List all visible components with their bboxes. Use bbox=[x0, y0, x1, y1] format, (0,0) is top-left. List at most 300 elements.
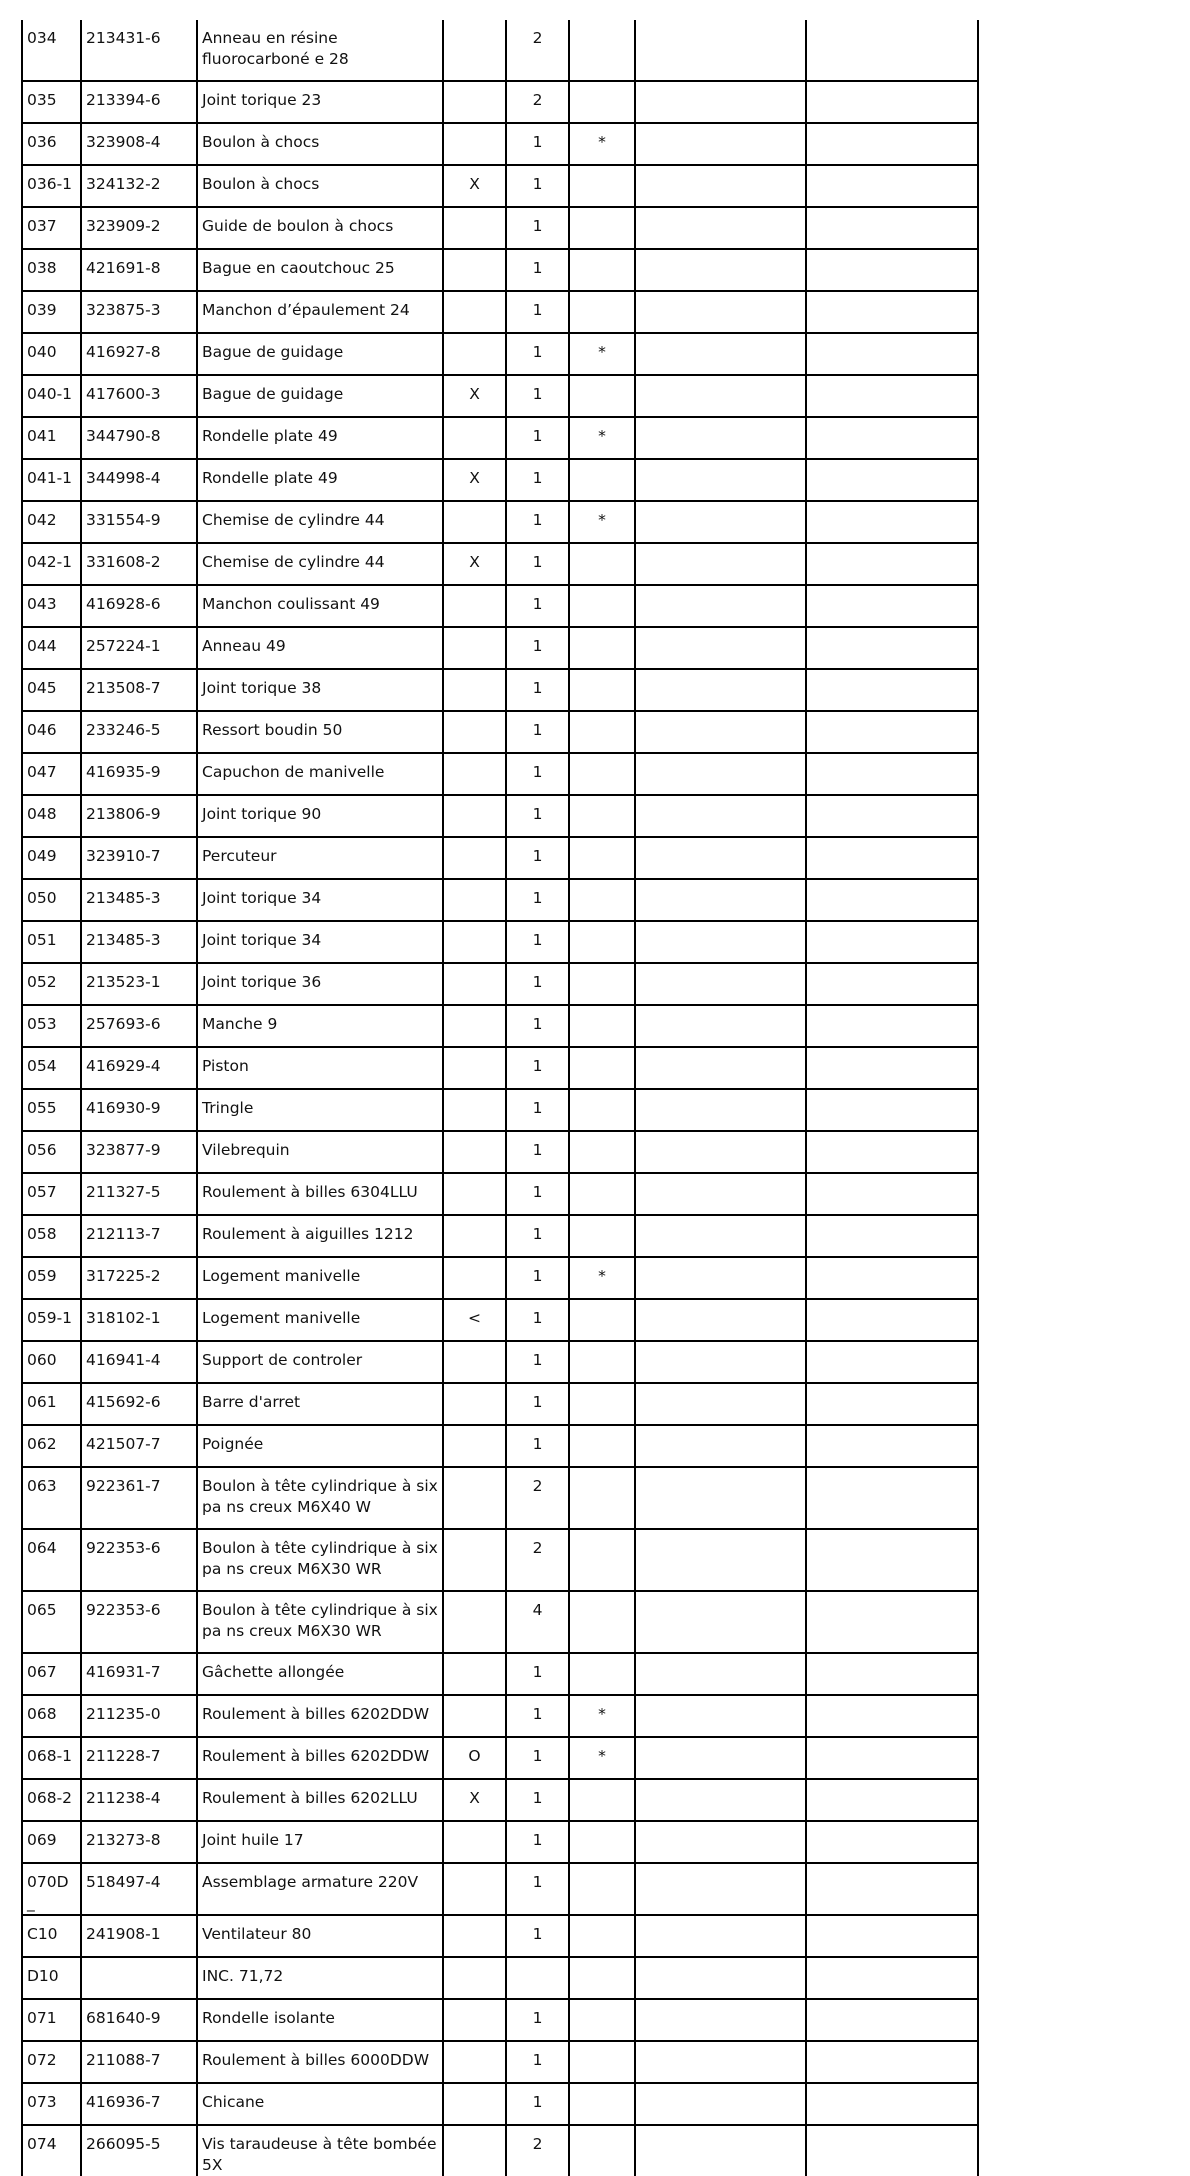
empty-cell bbox=[635, 123, 806, 165]
empty-cell bbox=[806, 711, 978, 753]
part-note-cell bbox=[443, 333, 506, 375]
table-row bbox=[22, 1653, 978, 1695]
table-row bbox=[22, 1425, 978, 1467]
part-description-cell: Manchon d’épaulement 24 bbox=[197, 291, 443, 333]
empty-cell bbox=[635, 1173, 806, 1215]
part-code-cell: 417600-3 bbox=[81, 375, 197, 417]
part-note-cell bbox=[443, 1047, 506, 1089]
empty-cell bbox=[806, 921, 978, 963]
part-number-cell: 056 bbox=[22, 1131, 81, 1173]
table-row bbox=[22, 1957, 978, 1999]
table-row bbox=[22, 459, 978, 501]
part-mark-cell bbox=[569, 1215, 635, 1257]
part-code-cell: 416941-4 bbox=[81, 1341, 197, 1383]
part-number-cell: 069 bbox=[22, 1821, 81, 1863]
empty-cell bbox=[806, 1915, 978, 1957]
part-number-cell: 053 bbox=[22, 1005, 81, 1047]
part-mark-cell bbox=[569, 207, 635, 249]
part-description-cell: Roulement à aiguilles 1212 bbox=[197, 1215, 443, 1257]
part-code-cell: 213523-1 bbox=[81, 963, 197, 1005]
part-code-cell: 331608-2 bbox=[81, 543, 197, 585]
table-row bbox=[22, 585, 978, 627]
part-number-cell: 073 bbox=[22, 2083, 81, 2125]
table-row bbox=[22, 20, 978, 81]
empty-cell bbox=[635, 753, 806, 795]
part-quantity-cell: 1 bbox=[506, 1131, 569, 1173]
table-row bbox=[22, 1131, 978, 1173]
part-code-cell: 211238-4 bbox=[81, 1779, 197, 1821]
empty-cell bbox=[806, 2125, 978, 2176]
part-note-cell bbox=[443, 963, 506, 1005]
table-row bbox=[22, 333, 978, 375]
part-note-cell bbox=[443, 1341, 506, 1383]
part-mark-cell: * bbox=[569, 1737, 635, 1779]
part-quantity-cell: 1 bbox=[506, 627, 569, 669]
part-code-cell: 241908-1 bbox=[81, 1915, 197, 1957]
empty-cell bbox=[806, 1173, 978, 1215]
part-quantity-cell: 1 bbox=[506, 333, 569, 375]
empty-cell bbox=[635, 1047, 806, 1089]
part-quantity-cell: 1 bbox=[506, 1779, 569, 1821]
part-mark-cell: * bbox=[569, 501, 635, 543]
part-note-cell bbox=[443, 1653, 506, 1695]
part-code-cell: 416931-7 bbox=[81, 1653, 197, 1695]
part-number-cell: 061 bbox=[22, 1383, 81, 1425]
empty-cell bbox=[806, 1737, 978, 1779]
part-code-cell: 922353-6 bbox=[81, 1529, 197, 1591]
part-mark-cell bbox=[569, 2083, 635, 2125]
empty-cell bbox=[806, 1425, 978, 1467]
part-note-cell: < bbox=[443, 1299, 506, 1341]
part-description-cell: Joint huile 17 bbox=[197, 1821, 443, 1863]
part-note-cell bbox=[443, 1005, 506, 1047]
part-number-cell: 034 bbox=[22, 20, 81, 81]
part-mark-cell bbox=[569, 627, 635, 669]
parts-table bbox=[21, 20, 979, 2176]
empty-cell bbox=[806, 795, 978, 837]
part-note-cell bbox=[443, 81, 506, 123]
empty-cell bbox=[806, 207, 978, 249]
empty-cell bbox=[635, 1821, 806, 1863]
part-number-cell: 036 bbox=[22, 123, 81, 165]
part-mark-cell bbox=[569, 2125, 635, 2176]
part-mark-cell bbox=[569, 1957, 635, 1999]
part-quantity-cell: 2 bbox=[506, 1467, 569, 1529]
part-note-cell: X bbox=[443, 459, 506, 501]
part-number-cell: 050 bbox=[22, 879, 81, 921]
table-row bbox=[22, 1695, 978, 1737]
part-number-cell: 042-1 bbox=[22, 543, 81, 585]
part-description-cell: Joint torique 23 bbox=[197, 81, 443, 123]
parts-table-body bbox=[22, 20, 978, 2176]
table-row bbox=[22, 249, 978, 291]
part-note-cell bbox=[443, 1915, 506, 1957]
part-note-cell bbox=[443, 795, 506, 837]
part-number-cell: 063 bbox=[22, 1467, 81, 1529]
part-quantity-cell: 1 bbox=[506, 1257, 569, 1299]
empty-cell bbox=[806, 1005, 978, 1047]
part-number-cell: 067 bbox=[22, 1653, 81, 1695]
table-row bbox=[22, 1257, 978, 1299]
part-code-cell: 318102-1 bbox=[81, 1299, 197, 1341]
part-note-cell bbox=[443, 1957, 506, 1999]
empty-cell bbox=[635, 1957, 806, 1999]
part-quantity-cell: 1 bbox=[506, 2083, 569, 2125]
part-mark-cell bbox=[569, 459, 635, 501]
part-quantity-cell: 1 bbox=[506, 1299, 569, 1341]
part-mark-cell bbox=[569, 20, 635, 81]
part-note-cell bbox=[443, 123, 506, 165]
part-quantity-cell: 1 bbox=[506, 669, 569, 711]
part-number-cell: 043 bbox=[22, 585, 81, 627]
table-row bbox=[22, 2125, 978, 2176]
table-row bbox=[22, 1779, 978, 1821]
part-mark-cell bbox=[569, 375, 635, 417]
part-description-cell: Chemise de cylindre 44 bbox=[197, 543, 443, 585]
part-code-cell: 416930-9 bbox=[81, 1089, 197, 1131]
part-code-cell: 344998-4 bbox=[81, 459, 197, 501]
part-description-cell: Boulon à tête cylindrique à six pa ns creux M6X30 WR bbox=[197, 1591, 443, 1653]
part-note-cell bbox=[443, 585, 506, 627]
part-description-cell: Poignée bbox=[197, 1425, 443, 1467]
part-quantity-cell: 2 bbox=[506, 81, 569, 123]
part-note-cell bbox=[443, 1529, 506, 1591]
part-quantity-cell: 1 bbox=[506, 1173, 569, 1215]
part-number-cell: 059-1 bbox=[22, 1299, 81, 1341]
table-row bbox=[22, 837, 978, 879]
part-quantity-cell: 1 bbox=[506, 2041, 569, 2083]
table-row bbox=[22, 543, 978, 585]
table-row bbox=[22, 1529, 978, 1591]
part-mark-cell bbox=[569, 1425, 635, 1467]
part-number-cell: 036-1 bbox=[22, 165, 81, 207]
empty-cell bbox=[806, 1653, 978, 1695]
part-code-cell: 323908-4 bbox=[81, 123, 197, 165]
part-note-cell bbox=[443, 921, 506, 963]
part-description-cell: Ventilateur 80 bbox=[197, 1915, 443, 1957]
part-quantity-cell: 1 bbox=[506, 291, 569, 333]
part-quantity-cell: 1 bbox=[506, 1863, 569, 1915]
part-description-cell: Capuchon de manivelle bbox=[197, 753, 443, 795]
empty-cell bbox=[806, 1779, 978, 1821]
part-number-cell: 048 bbox=[22, 795, 81, 837]
part-mark-cell bbox=[569, 921, 635, 963]
part-mark-cell bbox=[569, 669, 635, 711]
part-code-cell: 266095-5 bbox=[81, 2125, 197, 2176]
empty-cell bbox=[635, 795, 806, 837]
part-mark-cell bbox=[569, 1915, 635, 1957]
part-mark-cell: * bbox=[569, 417, 635, 459]
part-code-cell: 213485-3 bbox=[81, 921, 197, 963]
table-row bbox=[22, 1467, 978, 1529]
part-description-cell: Assemblage armature 220V bbox=[197, 1863, 443, 1915]
part-mark-cell bbox=[569, 81, 635, 123]
empty-cell bbox=[806, 1215, 978, 1257]
table-row bbox=[22, 375, 978, 417]
part-quantity-cell: 1 bbox=[506, 543, 569, 585]
part-quantity-cell: 1 bbox=[506, 879, 569, 921]
part-number-cell: 068-1 bbox=[22, 1737, 81, 1779]
part-code-cell: 211327-5 bbox=[81, 1173, 197, 1215]
part-quantity-cell: 1 bbox=[506, 711, 569, 753]
part-mark-cell bbox=[569, 711, 635, 753]
part-note-cell bbox=[443, 1695, 506, 1737]
part-mark-cell bbox=[569, 1047, 635, 1089]
part-mark-cell bbox=[569, 1779, 635, 1821]
empty-cell bbox=[635, 291, 806, 333]
empty-cell bbox=[635, 333, 806, 375]
part-code-cell: 681640-9 bbox=[81, 1999, 197, 2041]
part-mark-cell bbox=[569, 1529, 635, 1591]
part-quantity-cell: 1 bbox=[506, 921, 569, 963]
part-description-cell: Chicane bbox=[197, 2083, 443, 2125]
part-mark-cell: * bbox=[569, 123, 635, 165]
part-number-cell: 037 bbox=[22, 207, 81, 249]
empty-cell bbox=[635, 1999, 806, 2041]
part-note-cell bbox=[443, 1131, 506, 1173]
part-mark-cell: * bbox=[569, 1695, 635, 1737]
part-description-cell: Logement manivelle bbox=[197, 1299, 443, 1341]
part-note-cell: X bbox=[443, 1779, 506, 1821]
part-number-cell: 055 bbox=[22, 1089, 81, 1131]
part-code-cell: 922353-6 bbox=[81, 1591, 197, 1653]
part-number-cell: 065 bbox=[22, 1591, 81, 1653]
part-code-cell: 213394-6 bbox=[81, 81, 197, 123]
part-code-cell: 323877-9 bbox=[81, 1131, 197, 1173]
part-mark-cell bbox=[569, 1467, 635, 1529]
part-mark-cell bbox=[569, 249, 635, 291]
empty-cell bbox=[806, 20, 978, 81]
part-number-cell: 038 bbox=[22, 249, 81, 291]
part-quantity-cell: 1 bbox=[506, 1915, 569, 1957]
part-number-cell: 060 bbox=[22, 1341, 81, 1383]
empty-cell bbox=[635, 1341, 806, 1383]
empty-cell bbox=[806, 2083, 978, 2125]
part-quantity-cell: 1 bbox=[506, 1089, 569, 1131]
table-row bbox=[22, 501, 978, 543]
empty-cell bbox=[635, 375, 806, 417]
part-description-cell: Rondelle plate 49 bbox=[197, 417, 443, 459]
part-number-cell: 074 bbox=[22, 2125, 81, 2176]
table-row bbox=[22, 1047, 978, 1089]
part-quantity-cell: 1 bbox=[506, 1341, 569, 1383]
part-description-cell: Gâchette allongée bbox=[197, 1653, 443, 1695]
part-description-cell: Roulement à billes 6000DDW bbox=[197, 2041, 443, 2083]
table-row bbox=[22, 795, 978, 837]
empty-cell bbox=[806, 1821, 978, 1863]
part-number-cell: 035 bbox=[22, 81, 81, 123]
part-description-cell: Rondelle isolante bbox=[197, 1999, 443, 2041]
part-note-cell bbox=[443, 291, 506, 333]
empty-cell bbox=[635, 20, 806, 81]
empty-cell bbox=[806, 627, 978, 669]
part-description-cell: Guide de boulon à chocs bbox=[197, 207, 443, 249]
part-mark-cell bbox=[569, 795, 635, 837]
empty-cell bbox=[806, 501, 978, 543]
empty-cell bbox=[806, 291, 978, 333]
empty-cell bbox=[635, 711, 806, 753]
part-quantity-cell: 1 bbox=[506, 1999, 569, 2041]
table-row bbox=[22, 1089, 978, 1131]
table-row bbox=[22, 2041, 978, 2083]
part-code-cell: 257224-1 bbox=[81, 627, 197, 669]
table-row bbox=[22, 1215, 978, 1257]
part-quantity-cell: 1 bbox=[506, 1653, 569, 1695]
empty-cell bbox=[635, 1591, 806, 1653]
part-mark-cell bbox=[569, 165, 635, 207]
part-quantity-cell: 2 bbox=[506, 20, 569, 81]
part-number-cell: D10 bbox=[22, 1957, 81, 1999]
part-note-cell bbox=[443, 1173, 506, 1215]
part-number-cell: 058 bbox=[22, 1215, 81, 1257]
table-row bbox=[22, 81, 978, 123]
empty-cell bbox=[806, 375, 978, 417]
part-quantity-cell: 1 bbox=[506, 1821, 569, 1863]
empty-cell bbox=[806, 1999, 978, 2041]
part-quantity-cell: 1 bbox=[506, 795, 569, 837]
part-note-cell bbox=[443, 711, 506, 753]
part-code-cell: 416936-7 bbox=[81, 2083, 197, 2125]
part-code-cell: 922361-7 bbox=[81, 1467, 197, 1529]
part-quantity-cell: 1 bbox=[506, 585, 569, 627]
part-number-cell: 070D_ bbox=[22, 1863, 81, 1915]
empty-cell bbox=[806, 963, 978, 1005]
part-note-cell: X bbox=[443, 165, 506, 207]
part-mark-cell bbox=[569, 1173, 635, 1215]
part-code-cell: 415692-6 bbox=[81, 1383, 197, 1425]
part-description-cell: Bague de guidage bbox=[197, 375, 443, 417]
part-number-cell: 051 bbox=[22, 921, 81, 963]
part-mark-cell bbox=[569, 2041, 635, 2083]
part-note-cell bbox=[443, 417, 506, 459]
part-quantity-cell: 1 bbox=[506, 249, 569, 291]
empty-cell bbox=[635, 249, 806, 291]
empty-cell bbox=[635, 837, 806, 879]
part-number-cell: 059 bbox=[22, 1257, 81, 1299]
empty-cell bbox=[635, 165, 806, 207]
part-quantity-cell: 2 bbox=[506, 1529, 569, 1591]
part-note-cell bbox=[443, 1467, 506, 1529]
part-number-cell: 039 bbox=[22, 291, 81, 333]
part-description-cell: INC. 71,72 bbox=[197, 1957, 443, 1999]
part-number-cell: 046 bbox=[22, 711, 81, 753]
part-quantity-cell: 1 bbox=[506, 753, 569, 795]
part-note-cell: X bbox=[443, 543, 506, 585]
part-code-cell: 213431-6 bbox=[81, 20, 197, 81]
part-description-cell: Anneau 49 bbox=[197, 627, 443, 669]
part-note-cell bbox=[443, 249, 506, 291]
part-note-cell bbox=[443, 837, 506, 879]
part-note-cell bbox=[443, 753, 506, 795]
part-code-cell: 257693-6 bbox=[81, 1005, 197, 1047]
part-note-cell bbox=[443, 1383, 506, 1425]
empty-cell bbox=[635, 921, 806, 963]
part-note-cell bbox=[443, 1425, 506, 1467]
part-number-cell: 052 bbox=[22, 963, 81, 1005]
table-row bbox=[22, 1821, 978, 1863]
part-code-cell: 211228-7 bbox=[81, 1737, 197, 1779]
part-quantity-cell: 1 bbox=[506, 1383, 569, 1425]
empty-cell bbox=[806, 123, 978, 165]
part-description-cell: Anneau en résine fluorocarboné e 28 bbox=[197, 20, 443, 81]
empty-cell bbox=[635, 1005, 806, 1047]
part-number-cell: 071 bbox=[22, 1999, 81, 2041]
empty-cell bbox=[806, 1863, 978, 1915]
part-number-cell: 049 bbox=[22, 837, 81, 879]
part-quantity-cell: 1 bbox=[506, 459, 569, 501]
part-mark-cell bbox=[569, 1299, 635, 1341]
part-mark-cell bbox=[569, 1653, 635, 1695]
empty-cell bbox=[635, 1653, 806, 1695]
empty-cell bbox=[635, 417, 806, 459]
table-row bbox=[22, 711, 978, 753]
part-code-cell: 213806-9 bbox=[81, 795, 197, 837]
table-row bbox=[22, 1383, 978, 1425]
part-mark-cell: * bbox=[569, 333, 635, 375]
empty-cell bbox=[806, 81, 978, 123]
part-mark-cell bbox=[569, 1591, 635, 1653]
part-description-cell: Boulon à chocs bbox=[197, 165, 443, 207]
part-number-cell: 041-1 bbox=[22, 459, 81, 501]
part-note-cell bbox=[443, 1591, 506, 1653]
part-mark-cell bbox=[569, 837, 635, 879]
part-description-cell: Bague en caoutchouc 25 bbox=[197, 249, 443, 291]
part-code-cell: 213273-8 bbox=[81, 1821, 197, 1863]
empty-cell bbox=[635, 1529, 806, 1591]
part-quantity-cell: 1 bbox=[506, 1425, 569, 1467]
part-note-cell: X bbox=[443, 375, 506, 417]
table-row bbox=[22, 417, 978, 459]
part-description-cell: Boulon à tête cylindrique à six pa ns creux M6X40 W bbox=[197, 1467, 443, 1529]
empty-cell bbox=[806, 585, 978, 627]
empty-cell bbox=[806, 459, 978, 501]
part-code-cell: 416927-8 bbox=[81, 333, 197, 375]
part-note-cell: O bbox=[443, 1737, 506, 1779]
empty-cell bbox=[635, 459, 806, 501]
part-note-cell bbox=[443, 2083, 506, 2125]
part-note-cell bbox=[443, 1257, 506, 1299]
part-quantity-cell: 1 bbox=[506, 1215, 569, 1257]
part-description-cell: Roulement à billes 6202LLU bbox=[197, 1779, 443, 1821]
part-number-cell: 041 bbox=[22, 417, 81, 459]
part-description-cell: Manche 9 bbox=[197, 1005, 443, 1047]
empty-cell bbox=[806, 1131, 978, 1173]
part-note-cell bbox=[443, 627, 506, 669]
empty-cell bbox=[635, 627, 806, 669]
part-description-cell: Joint torique 36 bbox=[197, 963, 443, 1005]
table-row bbox=[22, 165, 978, 207]
empty-cell bbox=[635, 543, 806, 585]
empty-cell bbox=[635, 2041, 806, 2083]
empty-cell bbox=[635, 1863, 806, 1915]
part-note-cell bbox=[443, 1215, 506, 1257]
empty-cell bbox=[635, 1779, 806, 1821]
part-code-cell: 212113-7 bbox=[81, 1215, 197, 1257]
empty-cell bbox=[635, 1695, 806, 1737]
part-note-cell bbox=[443, 1999, 506, 2041]
part-quantity-cell: 1 bbox=[506, 1737, 569, 1779]
part-number-cell: 062 bbox=[22, 1425, 81, 1467]
part-mark-cell bbox=[569, 963, 635, 1005]
part-note-cell bbox=[443, 669, 506, 711]
part-quantity-cell bbox=[506, 1957, 569, 1999]
part-quantity-cell: 1 bbox=[506, 837, 569, 879]
empty-cell bbox=[635, 879, 806, 921]
part-code-cell: 323909-2 bbox=[81, 207, 197, 249]
table-row bbox=[22, 669, 978, 711]
part-code-cell: 233246-5 bbox=[81, 711, 197, 753]
part-description-cell: Vilebrequin bbox=[197, 1131, 443, 1173]
